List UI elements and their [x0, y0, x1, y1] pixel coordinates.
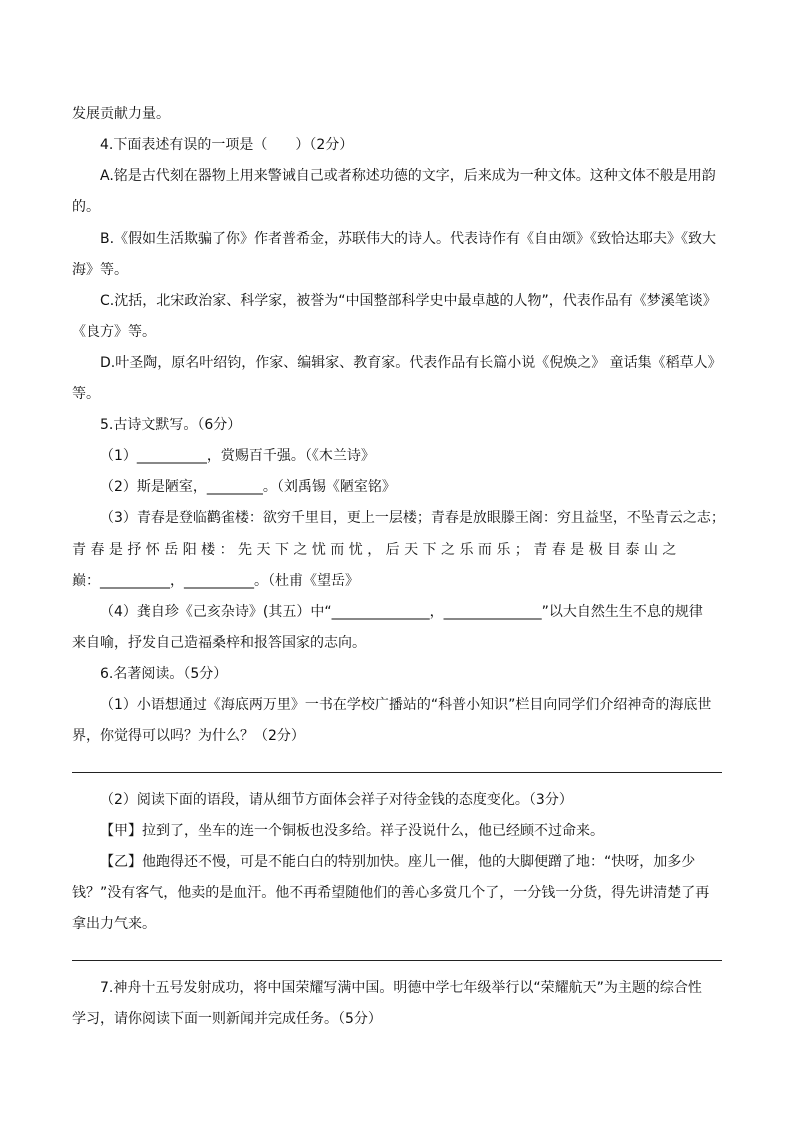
q5-item-4-cont: 来自喻，抒发自己造福桑梓和报答国家的志向。	[72, 635, 366, 651]
q5-item-3-cont2: 巅：__________，__________。（杜甫《望岳》	[72, 573, 359, 589]
question-5-stem: 5.古诗文默写。（6分）	[100, 417, 242, 433]
q5-item-4: （4）龚自珍《己亥杂诗》(其五）中“______________，______________”以大自然生生不息的规律	[100, 604, 703, 620]
option-d: D.叶圣陶，原名叶绍钧，作家、编辑家、教育家。代表作品有长篇小说《倪焕之》 童话集《稻草人》	[100, 355, 722, 371]
option-b-cont: 海》等。	[72, 262, 128, 278]
option-a-cont: 的。	[72, 199, 100, 215]
q5-item-3: （3）青春是登临鹳雀楼：欲穷千里目，更上一层楼；青春是放眼滕王阁：穷且益坚，不坠青云之志；	[100, 510, 725, 526]
question-7-cont: 学习，请你阅读下面一则新闻并完成任务。（5分）	[72, 1011, 382, 1027]
q5-item-1: （1）__________，赏赐百千强。（《木兰诗》	[100, 448, 375, 464]
option-a: A.铭是古代刻在器物上用来警诫自己或者称述功德的文字，后来成为一种文体。这种文体不般是用韵	[100, 168, 716, 184]
answer-line	[72, 772, 722, 773]
q5-item-3-cont: 青 春 是 抒 怀 岳 阳 楼 ： 先 天 下 之 忧 而 忧 ， 后 天 下 之 乐 而 乐 ； 青 春 是 极 目 泰 山 之	[72, 542, 677, 558]
question-7-stem: 7.神舟十五号发射成功，将中国荣耀写满中国。明德中学七年级举行以“荣耀航天”为主题的综合性	[100, 980, 702, 996]
option-b: B.《假如生活欺骗了你》作者普希金，苏联伟大的诗人。代表诗作有《自由颂》《致恰达耶夫》《致大	[100, 231, 717, 247]
question-4-stem: 4.下面表述有误的一项是（ ）（2分）	[100, 137, 354, 153]
passage-yi-cont2: 拿出力气来。	[72, 916, 156, 932]
q6-item-1-cont: 界，你觉得可以吗？为什么？（2分）	[72, 728, 305, 744]
option-c-cont: 《良方》等。	[72, 324, 156, 340]
q5-item-2: （2）斯是陋室，________。（刘禹锡《陋室铭》	[100, 479, 396, 495]
passage-yi: 【乙】他跑得还不慢，可是不能白白的特别加快。座儿一催，他的大脚便蹭了地：“快呀，加多少	[100, 854, 696, 870]
option-d-cont: 等。	[72, 386, 100, 402]
answer-line	[72, 960, 722, 961]
passage-yi-cont: 钱？”没有客气，他卖的是血汗。他不再希望随他们的善心多赏几个了，一分钱一分货，得先讲清楚了再	[72, 885, 710, 901]
question-6-stem: 6.名著阅读。（5分）	[100, 666, 228, 682]
text-line: 发展贡献力量。	[72, 106, 170, 122]
q6-item-1: （1）小语想通过《海底两万里》一书在学校广播站的“科普小知识”栏目向同学们介绍神奇的海底世	[100, 697, 712, 713]
option-c: C.沈括，北宋政治家、科学家，被誉为“中国整部科学史中最卓越的人物”，代表作品有《梦溪笔谈》	[100, 293, 717, 309]
q6-item-2: （2）阅读下面的语段，请从细节方面体会祥子对待金钱的态度变化。（3分）	[100, 792, 573, 808]
passage-jia: 【甲】拉到了，坐车的连一个铜板也没多给。祥子没说什么，他已经顾不过命来。	[100, 823, 604, 839]
